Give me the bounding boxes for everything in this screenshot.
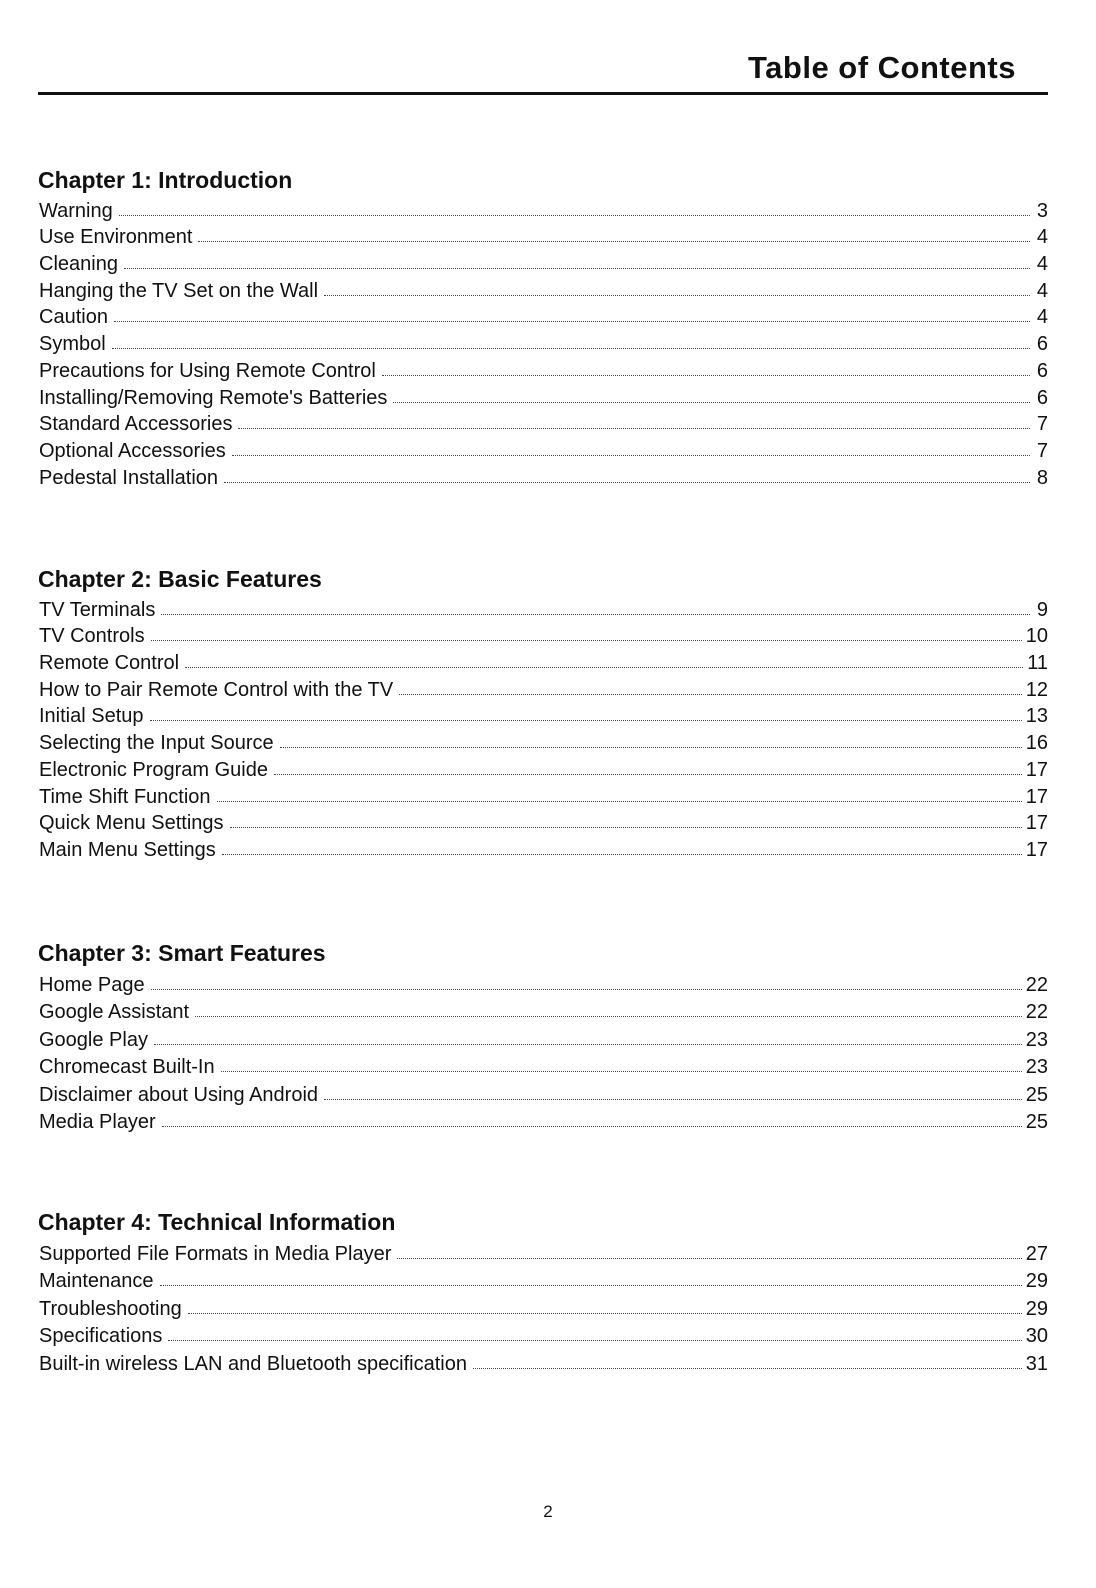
- dot-leader: [324, 1098, 1022, 1100]
- chapter-heading: Chapter 2: Basic Features: [38, 566, 322, 592]
- toc-entry-label: Google Play: [39, 1028, 148, 1051]
- chapter-heading: Chapter 1: Introduction: [38, 167, 293, 193]
- toc-entry[interactable]: [38, 1322, 1048, 1350]
- toc-entry[interactable]: [38, 1053, 1048, 1081]
- toc-entry[interactable]: [38, 783, 1048, 810]
- dot-leader: [112, 347, 1030, 349]
- toc-entry-label: Main Menu Settings: [39, 838, 216, 861]
- chapter-3-section: [38, 936, 1048, 1135]
- toc-entry-label: Supported File Formats in Media Player: [39, 1242, 392, 1265]
- page-title: Table of Contents: [748, 50, 1016, 85]
- toc-entry-page: 31: [1025, 1352, 1048, 1375]
- toc-entry-label: Selecting the Input Source: [39, 732, 274, 755]
- toc-entry[interactable]: [38, 464, 1048, 491]
- toc-entry[interactable]: [38, 970, 1048, 998]
- toc-entry-label: Built-in wireless LAN and Bluetooth specification: [39, 1352, 467, 1375]
- toc-entry[interactable]: [38, 330, 1048, 357]
- toc-entry-label: Optional Accessories: [39, 439, 226, 462]
- toc-entry[interactable]: [38, 1025, 1048, 1053]
- toc-entry[interactable]: [38, 1108, 1048, 1136]
- dot-leader: [119, 214, 1030, 216]
- toc-entry[interactable]: [38, 197, 1048, 224]
- chapter-2-section: [38, 562, 1048, 863]
- dot-leader: [124, 267, 1030, 269]
- chapter-4-section: [38, 1205, 1048, 1377]
- toc-entry-label: Troubleshooting: [39, 1297, 182, 1320]
- toc-entry-page: 3: [1036, 199, 1048, 222]
- dot-leader: [168, 1339, 1021, 1341]
- dot-leader: [274, 773, 1022, 775]
- toc-entry-page: 17: [1025, 758, 1048, 781]
- dot-leader: [154, 1043, 1022, 1045]
- toc-entry-page: 30: [1025, 1325, 1048, 1347]
- dot-leader: [221, 1070, 1022, 1072]
- dot-leader: [150, 719, 1022, 721]
- toc-entry-label: Time Shift Function: [39, 785, 211, 808]
- toc-entry-label: Warning: [39, 199, 113, 222]
- toc-entry[interactable]: [38, 250, 1048, 277]
- toc-entry-label: Electronic Program Guide: [39, 758, 268, 781]
- page-number: 2: [543, 1502, 553, 1521]
- dot-leader: [217, 800, 1022, 802]
- dot-leader: [280, 746, 1022, 748]
- dot-leader: [382, 374, 1030, 376]
- toc-entry-label: Caution: [39, 306, 108, 329]
- dot-leader: [188, 1312, 1022, 1314]
- dot-leader: [399, 693, 1022, 695]
- toc-entry-label: Precautions for Using Remote Control: [39, 359, 376, 382]
- dot-leader: [185, 666, 1023, 668]
- toc-entry[interactable]: [38, 810, 1048, 837]
- toc-entry-page: 22: [1025, 973, 1048, 996]
- toc-entry[interactable]: [38, 1080, 1048, 1108]
- toc-entry-page: 4: [1036, 253, 1048, 276]
- chapter-heading: Chapter 3: Smart Features: [38, 940, 326, 966]
- toc-entry-page: 17: [1025, 838, 1048, 861]
- toc-entry-page: 7: [1036, 413, 1048, 436]
- toc-entry-label: Initial Setup: [39, 705, 144, 728]
- toc-entry-label: Home Page: [39, 973, 145, 996]
- toc-entry[interactable]: [38, 649, 1048, 676]
- toc-entry[interactable]: [38, 729, 1048, 756]
- toc-entry-page: 12: [1025, 678, 1048, 701]
- chapter-heading: Chapter 4: Technical Information: [38, 1209, 396, 1235]
- toc-entry-page: 10: [1025, 625, 1048, 648]
- dot-leader: [397, 1257, 1021, 1259]
- toc-entry-label: Chromecast Built-In: [39, 1056, 215, 1078]
- toc-entry[interactable]: [38, 1349, 1048, 1377]
- toc-entry-label: TV Terminals: [39, 598, 156, 621]
- toc-entry-page: 7: [1036, 439, 1048, 462]
- toc-entry-label: Remote Control: [39, 652, 180, 675]
- toc-entry-label: Symbol: [39, 333, 106, 356]
- toc-entry-page: 4: [1036, 226, 1048, 249]
- toc-entry[interactable]: [38, 1239, 1048, 1267]
- toc-entry-page: 4: [1036, 279, 1048, 302]
- toc-entry-page: 8: [1036, 466, 1048, 489]
- toc-entry[interactable]: [38, 277, 1048, 304]
- toc-entry-label: Maintenance: [39, 1270, 154, 1292]
- toc-entry-label: Google Assistant: [39, 1001, 190, 1023]
- dot-leader: [238, 427, 1030, 429]
- toc-entry-page: 22: [1025, 1001, 1048, 1023]
- toc-entry[interactable]: [38, 836, 1048, 863]
- toc-entry-page: 6: [1036, 386, 1048, 409]
- toc-entry-label: Standard Accessories: [39, 413, 233, 436]
- toc-entry[interactable]: [38, 304, 1048, 331]
- dot-leader: [473, 1367, 1022, 1369]
- toc-entry-page: 29: [1025, 1297, 1048, 1320]
- toc-list: [38, 1239, 1048, 1377]
- toc-entry[interactable]: [38, 596, 1048, 623]
- dot-leader: [151, 639, 1022, 641]
- toc-entry[interactable]: [38, 437, 1048, 464]
- dot-leader: [114, 320, 1030, 322]
- toc-entry-page: 4: [1036, 306, 1048, 329]
- dot-leader: [232, 454, 1030, 456]
- toc-entry-page: 23: [1025, 1056, 1048, 1078]
- toc-entry-page: 13: [1025, 705, 1048, 728]
- toc-list: [38, 970, 1048, 1135]
- toc-entry-label: Use Environment: [39, 226, 193, 249]
- toc-entry[interactable]: [38, 411, 1048, 438]
- toc-entry[interactable]: [38, 1294, 1048, 1322]
- toc-entry[interactable]: [38, 357, 1048, 384]
- toc-entry-label: Installing/Removing Remote's Batteries: [39, 386, 388, 409]
- toc-entry[interactable]: [38, 224, 1048, 251]
- toc-entry[interactable]: [38, 756, 1048, 783]
- chapter-1-section: [38, 163, 1048, 491]
- toc-entry-label: Specifications: [39, 1325, 163, 1347]
- toc-entry-page: 23: [1025, 1028, 1048, 1051]
- toc-entry[interactable]: [38, 998, 1048, 1026]
- toc-entry-label: TV Controls: [39, 625, 145, 648]
- toc-entry-label: How to Pair Remote Control with the TV: [39, 678, 394, 701]
- toc-entry-page: 17: [1025, 785, 1048, 808]
- dot-leader: [230, 826, 1022, 828]
- dot-leader: [195, 1015, 1022, 1017]
- toc-entry[interactable]: [38, 703, 1048, 730]
- toc-entry[interactable]: [38, 676, 1048, 703]
- toc-entry-label: Hanging the TV Set on the Wall: [39, 279, 319, 302]
- dot-leader: [151, 988, 1022, 990]
- toc-entry-page: 16: [1025, 732, 1048, 755]
- toc-entry-page: 25: [1025, 1111, 1048, 1133]
- dot-leader: [161, 613, 1030, 615]
- toc-entry-label: Cleaning: [39, 253, 118, 276]
- toc-entry-page: 27: [1025, 1242, 1048, 1265]
- toc-list: [38, 197, 1048, 491]
- toc-entry[interactable]: [38, 623, 1048, 650]
- dot-leader: [198, 240, 1030, 242]
- dot-leader: [160, 1284, 1022, 1286]
- dot-leader: [224, 481, 1030, 483]
- toc-entry-page: 25: [1025, 1083, 1048, 1106]
- toc-entry-label: Disclaimer about Using Android: [39, 1083, 319, 1106]
- toc-entry-page: 9: [1036, 598, 1048, 621]
- title-rule: [38, 92, 1048, 95]
- toc-entry[interactable]: [38, 384, 1048, 411]
- toc-entry-page: 29: [1025, 1270, 1048, 1292]
- toc-entry-label: Media Player: [39, 1111, 156, 1133]
- toc-entry-label: Quick Menu Settings: [39, 812, 224, 835]
- toc-entry-page: 6: [1036, 359, 1048, 382]
- toc-entry-page: 11: [1027, 652, 1048, 675]
- toc-entry[interactable]: [38, 1267, 1048, 1295]
- toc-list: [38, 596, 1048, 863]
- dot-leader: [324, 294, 1030, 296]
- toc-entry-page: 6: [1036, 333, 1048, 356]
- dot-leader: [222, 853, 1022, 855]
- dot-leader: [162, 1125, 1022, 1127]
- dot-leader: [393, 401, 1030, 403]
- toc-entry-page: 17: [1025, 812, 1048, 835]
- toc-entry-label: Pedestal Installation: [39, 466, 219, 489]
